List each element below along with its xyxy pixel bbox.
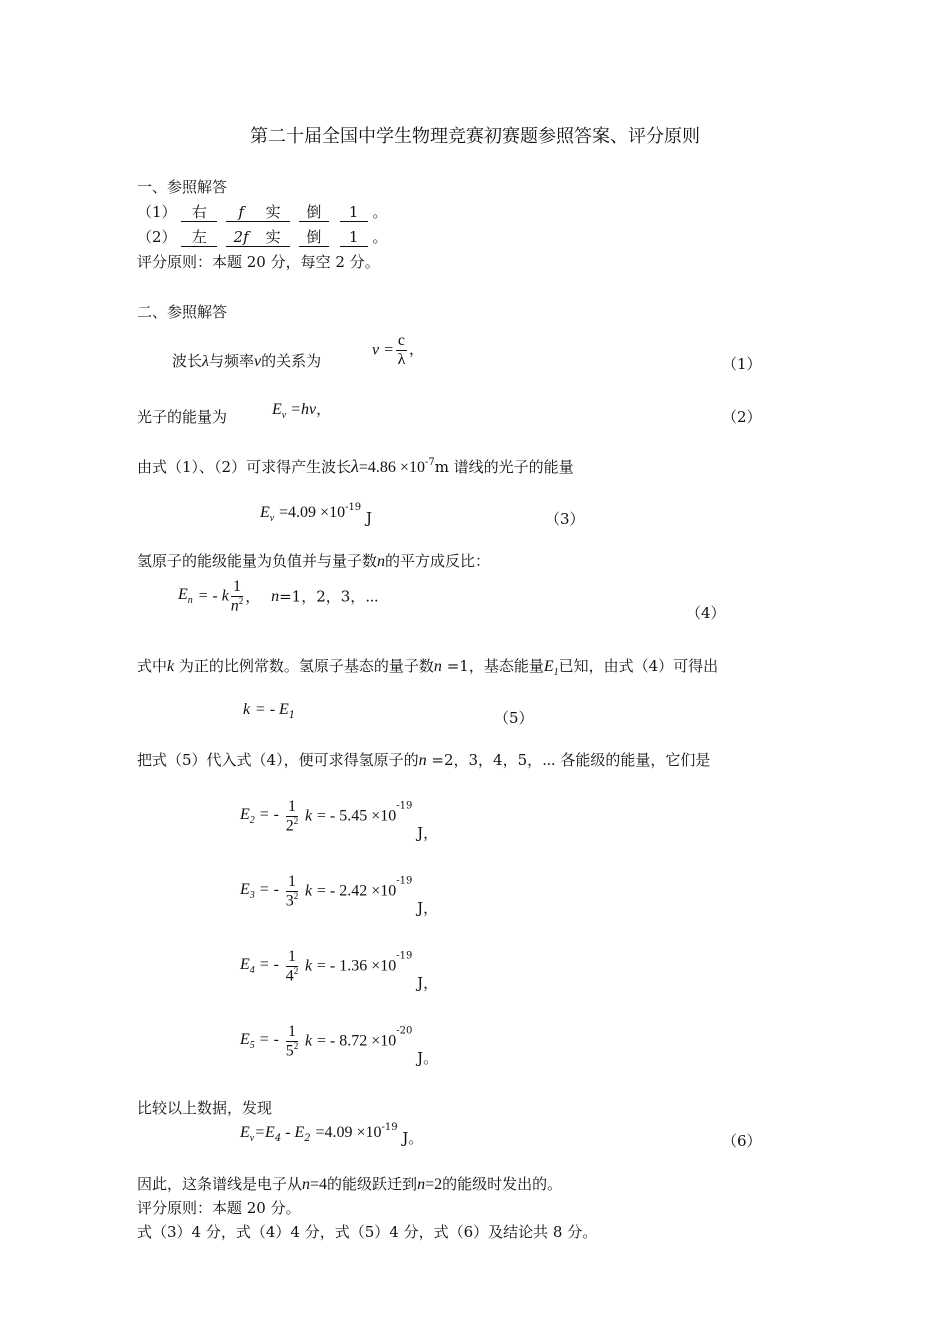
answer-line-1: （1） 右 f 实 倒 1 。 [137,203,388,221]
page-title: 第二十届全国中学生物理竞赛初赛题参照答案、评分原则 [250,126,700,147]
equation-1: ν = $\frac{c}{\lambda}$ ， [372,332,425,368]
blank-magnification: 1 [340,203,368,222]
equation-4: $E_n$ = - k $\frac{1}{n^2}$ ， n=1，2，3，⋯ [178,578,379,614]
blank-direction: 左 [181,228,217,247]
answer-line-2: （2） 左 2f 实 倒 1 。 [137,228,388,246]
text-constant-k: 式中k 为正的比例常数。氢原子基态的量子数n =1，基态能量$E_1$已知，由式（4）可得出 [137,657,719,678]
blank-magnification: 1 [340,228,368,247]
eq-number-1: （1） [722,355,762,373]
blank-orientation: 倒 [299,228,329,247]
energy-level-4: $E_4$ = - $\frac{1}{4^2}$ k = - $1.36 \times 10^{-19}$ J， [240,948,439,993]
text-compare: 比较以上数据，发现 [137,1099,273,1117]
blank-type: 实 [256,203,290,222]
section2-heading: 二、参照解答 [137,303,228,321]
energy-level-2: $E_2$ = - $\frac{1}{2^2}$ k = - $5.45 \times 10^{-19}$ J， [240,798,439,843]
section2-grading: 评分原则：本题 20 分。 [137,1199,301,1217]
blank-direction: 右 [181,203,217,222]
equation-3: $E_\nu =4.09 \times 10^{-19}$ J [260,502,372,527]
energy-level-5: $E_5$ = - $\frac{1}{5^2}$ k = - $8.72 \times 10^{-20}$ J。 [240,1023,439,1068]
blank-type: 实 [256,228,290,247]
eq-number-4: （4） [686,604,726,622]
text-energy-levels: 氢原子的能级能量为负值并与量子数n的平方成反比： [137,552,491,570]
section1-grading: 评分原则：本题 20 分，每空 2 分。 [137,253,380,271]
equation-6: $E_\nu=E_4 - E_2 =4.09 \times 10^{-19}$ J。 [240,1122,424,1147]
energy-level-3: $E_3$ = - $\frac{1}{3^2}$ k = - $2.42 \times 10^{-19}$ J， [240,873,439,918]
blank-position: f [226,203,256,222]
equation-2: $E_\nu =h\nu$， [272,400,332,421]
equation-5: k = - $E_1$ [243,701,296,721]
section1-heading: 一、参照解答 [137,178,228,196]
text-derive-energy: 由式（1）、（2）可求得产生波长$\lambda=4.86 \times 10^{-7}m$ 谱线的光子的能量 [137,456,574,476]
text-photon-energy: 光子的能量为 [137,408,228,426]
eq-number-6: （6） [722,1132,762,1150]
eq-number-5: （5） [494,709,534,727]
text-conclusion: 因此，这条谱线是电子从n=4的能级跃迁到n=2的能级时发出的。 [137,1175,563,1193]
text-wavelength-frequency: 波长λ与频率ν的关系为 [172,352,322,370]
eq-number-3: （3） [545,510,585,528]
eq-number-2: （2） [722,408,762,426]
section2-grading-detail: 式（3）4 分，式（4）4 分，式（5）4 分，式（6）及结论共 8 分。 [137,1223,598,1241]
blank-position: 2f [226,228,256,247]
text-substitute: 把式（5）代入式（4），便可求得氢原子的n =2，3，4，5，⋯ 各能级的能量，它们是 [137,751,711,769]
blank-orientation: 倒 [299,203,329,222]
